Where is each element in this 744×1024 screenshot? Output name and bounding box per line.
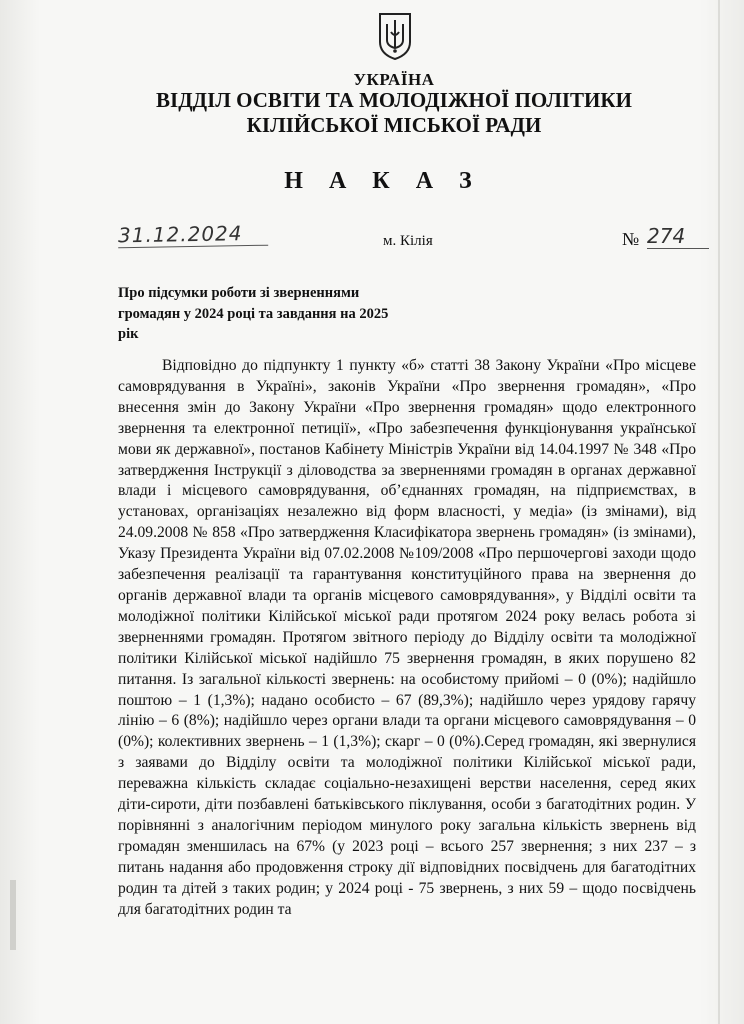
trident-coat-of-arms-icon [378,12,412,60]
order-subject: Про підсумки роботи зі зверненнями громадян у 2024 році та завдання на 2025 рік [118,285,389,342]
order-body-text: Відповідно до підпункту 1 пункту «б» статті 38 Закону України «Про місцеве самоврядування в Україні», законів України «Про звернення громадян», «Про внесення змін до Закону України «Про звернення громадян» щодо електронного звернення та електронної петиції», «Про забезпечення функціонування української мови як державної», постанов Кабінету Міністрів України від 14.04.1997 № 348 «Про затвердження Інструкції з діловодства за зверненнями громадян в органах державної влади і місцевого самоврядування, об’єднаннях громадян, на підприємствах, в установах, організаціях незалежно від форм власності, у медіа» (із змінами), від 24.09.2008 № 858 «Про затвердження Класифікатора звернень громадян» (із змінами), Указу Президента України від 07.02.2008 №109/2008 «Про першочергові заходи щодо забезпечення реалізації та гарантування конституційного права на звернення до органів державної влади та органів місцевого самоврядування», у Відділі освіти та молодіжної політики Кілійської міської ради протягом 2024 року велась робота зі зверненнями громадян. Протягом звітного періоду до Відділу освіти та молодіжної політики Кілійської міської надійшло 75 звернення громадян, в яких порушено 82 питання. Із загальної кількості звернень: на особистому прийомі – 0 (0%); надійшло поштою – 1 (1,3%); надано особисто – 67 (89,3%); надійшло через урядову гарячу лінію – 6 (8%); надійшло через органи влади та органи місцевого самоврядування – 0 (0%); колективних звернень – 1 (1,3%); скарг – 0 (0%).Серед громадян, які звернулися з заявами до Відділу освіти та молодіжної політики Кілійської міської ради, переважна кількість складає соціально-незахищені верстви населення, серед яких діти-сироти, діти позбавлені батьківського піклування, особи з багатодітних родин. У порівнянні з аналогічним періодом минулого року загальна кількість звернень від громадян зменшилась на 67% (у 2023 році – всього 257 звернення; з них 237 – з питань надання або продовження строку дії відповідних посвідчень для багатодітних родин та дітей з таких родин; у 2024 році - 75 звернень, з них 59 – щодо посвідчень для багатодітних родин та [118,357,696,918]
order-date: 31.12.2024 [118,221,268,249]
scan-margin-mark [10,880,16,950]
order-number: 274 [647,224,709,249]
scan-edge [718,0,720,1024]
header-department-line1: ВІДДІЛ ОСВІТИ ТА МОЛОДІЖНОЇ ПОЛІТИКИ [156,88,632,112]
order-title: Н А К А З [284,168,482,194]
order-city: м. Кілія [383,233,433,249]
order-number-label: № [622,229,640,249]
header-country: УКРАЇНА [353,70,435,89]
header-department-line2: КІЛІЙСЬКОЇ МІСЬКОЇ РАДИ [246,113,542,137]
